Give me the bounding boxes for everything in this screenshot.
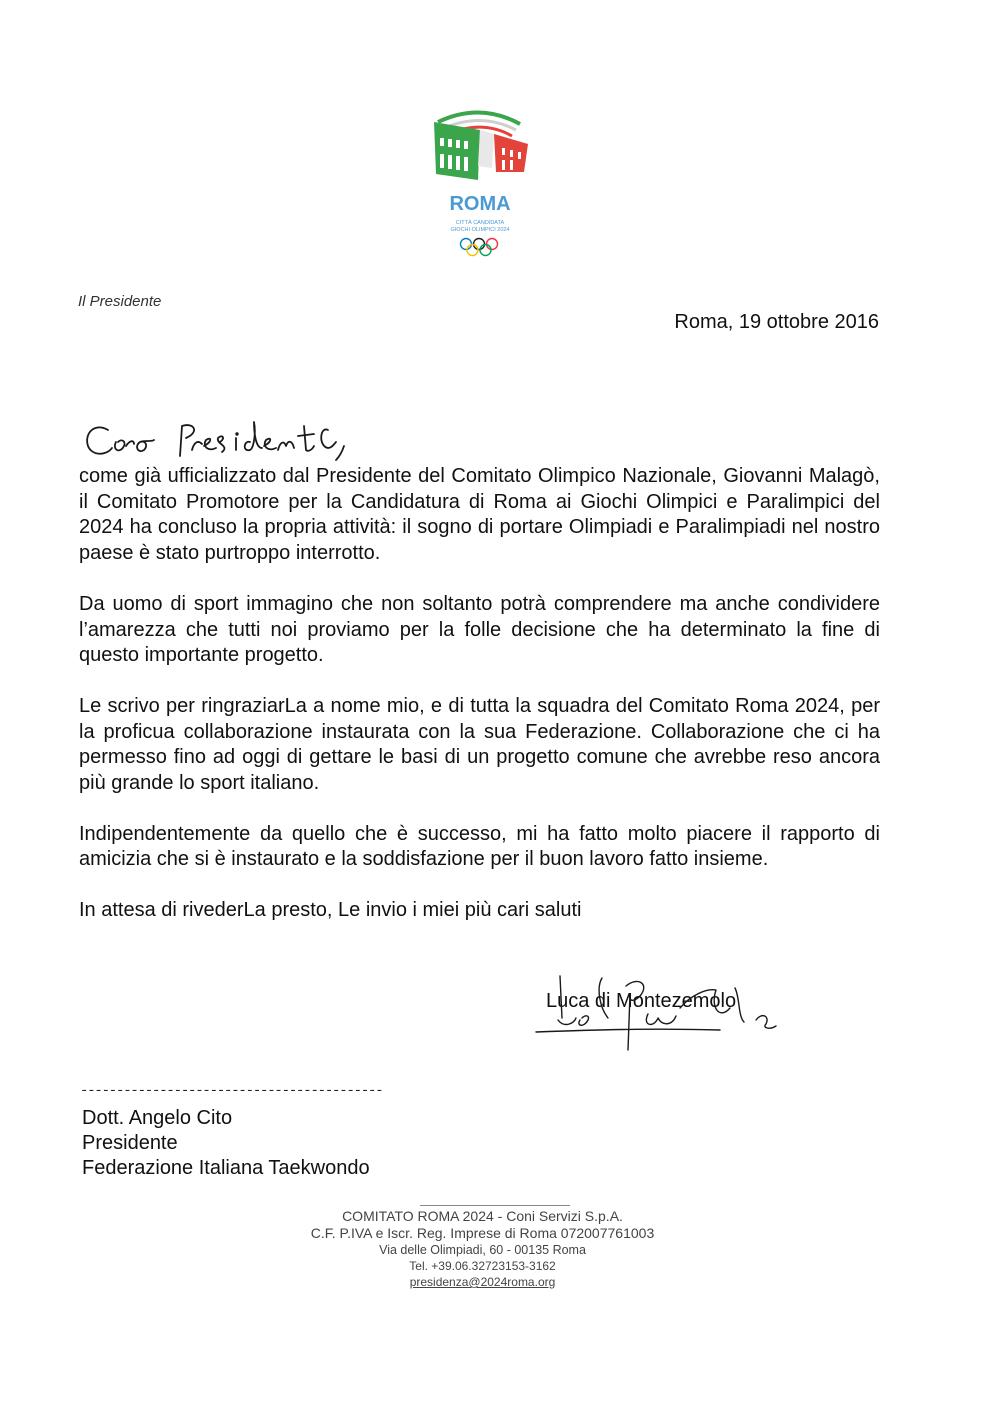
- footer-company: COMITATO ROMA 2024 - Coni Servizi S.p.A.: [342, 1208, 623, 1224]
- recipient-organization: Federazione Italiana Taekwondo: [82, 1157, 370, 1179]
- recipient-block: [82, 1106, 370, 1181]
- signatory-name: Luca di Montezemolo: [546, 990, 737, 1012]
- footer-address: Via delle Olimpiadi, 60 - 00135 Roma: [379, 1243, 586, 1257]
- footer-rule: [420, 1205, 570, 1206]
- handwritten-salutation-icon: [82, 412, 382, 472]
- recipient-title: Presidente: [82, 1132, 178, 1154]
- olympic-rings-icon: [461, 239, 498, 256]
- body-paragraph-2: Da uomo di sport immagino che non soltanto potrà comprendere ma anche condividere l’amarezza che tutti noi proviamo per la folle decisione che ha determinato la fine di questo importante progetto.: [79, 592, 880, 667]
- body-paragraph-1: come già ufficializzato dal Presidente del Comitato Olimpico Nazionale, Giovanni Malagò, il Comitato Promotore per la Candidatura di Roma ai Giochi Olimpici e Paralimpici del 2024 ha concluso la propria attività: il sogno di portare Olimpiadi e Paralimpiadi nel nostro paese è stato purtroppo interrotto.: [79, 465, 880, 565]
- recipient-separator: ------------------------------------------: [80, 1083, 383, 1099]
- logo-tagline-line1: CITTÀ CANDIDATA: [455, 220, 505, 226]
- letterhead-footer: [0, 1205, 965, 1290]
- letter-date: Roma, 19 ottobre 2016: [674, 311, 879, 333]
- signature-block: [530, 968, 790, 1058]
- recipient-name: Dott. Angelo Cito: [82, 1107, 233, 1129]
- roma-2024-logo: [420, 104, 540, 264]
- footer-email-link[interactable]: presidenza@2024roma.org: [409, 1275, 556, 1289]
- body-paragraph-3: Le scrivo per ringraziarLa a nome mio, e di tutta la squadra del Comitato Roma 2024, per la proficua collaborazione instaurata con la sua Federazione. Collaborazione che ci ha permesso fino ad oggi di gettare le basi di un progetto comune che avrebbe reso ancora più grande lo sport italiano.: [79, 694, 880, 795]
- footer-registration: C.F. P.IVA e Iscr. Reg. Imprese di Roma 072007761003: [310, 1225, 655, 1241]
- logo-wordmark: ROMA: [449, 193, 511, 215]
- handwritten-salutation: [82, 412, 382, 472]
- footer-phone: Tel. +39.06.32723153-3162: [409, 1259, 556, 1273]
- body-paragraph-4: Indipendentemente da quello che è successo, mi ha fatto molto piacere il rapporto di amicizia che si è instaurato e la soddisfazione per il buon lavoro fatto insieme.: [79, 822, 880, 871]
- handwritten-signature-icon: [530, 968, 790, 1058]
- logo-tagline-line2: GIOCHI OLIMPICI 2024: [450, 227, 510, 233]
- colosseum-logo-icon: [420, 104, 540, 264]
- letter-body: [79, 464, 880, 949]
- closing-line: In attesa di rivederLa presto, Le invio i miei più cari saluti: [79, 899, 582, 922]
- sender-role: Il Presidente: [78, 293, 162, 310]
